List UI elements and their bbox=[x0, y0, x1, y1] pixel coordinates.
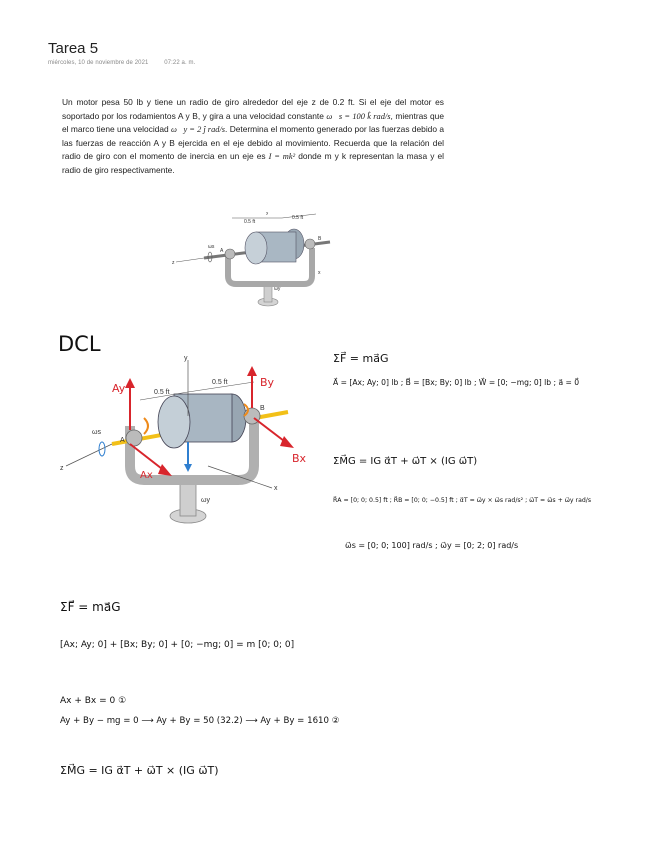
problem-statement bbox=[62, 96, 444, 178]
force-by-head-icon bbox=[247, 366, 257, 376]
fbd-axis-x-label: x bbox=[274, 485, 278, 492]
problem-text-1: Un motor pesa 50 lb y tiene un radio de giro alrededor del eje z de 0.2 ft. Si el eje del motor es soportado por los rodamientos A y B, y gira a una velocidad constante bbox=[62, 97, 444, 121]
fbd-label-b: B bbox=[260, 405, 265, 412]
fbd-base-post bbox=[180, 482, 196, 516]
fbd-axis-y-label: y bbox=[184, 356, 188, 362]
motor-front bbox=[245, 232, 267, 264]
weight-arrow-head-icon bbox=[184, 464, 192, 472]
page-title: Tarea 5 bbox=[48, 40, 99, 57]
note-force-equation: [Ax; Ay; 0] + [Bx; By; 0] + [0; −mg; 0] = m [0; 0; 0] bbox=[60, 640, 295, 650]
ws-expression: ω⃗s = 100 k̂ rad/s bbox=[326, 111, 391, 121]
fbd-dim-left-label: 0.5 ft bbox=[154, 389, 170, 396]
problem-text-3: . Determina el momento generado por las fuerzas debido a las fuerzas de reacción A y B ejercida en el eje debido al movimiento. Recuerda que la relación del radio de giro con el momento de inercia en un eje es bbox=[62, 124, 445, 162]
fbd-label-a: A bbox=[120, 437, 125, 444]
note-angular-velocities: ω⃗s = [0; 0; 100] rad/s ; ω⃗y = [0; 2; 0] rad/s bbox=[345, 541, 519, 550]
force-bx-label: Bx bbox=[292, 452, 307, 465]
note-eq-1: Ax + Bx = 0 ① bbox=[60, 696, 127, 706]
motor-figure-small bbox=[170, 212, 350, 312]
page-timestamp bbox=[48, 60, 195, 66]
axis-z-label: z bbox=[172, 260, 175, 266]
bearing-a bbox=[225, 249, 235, 259]
axis-x-label: x bbox=[318, 270, 321, 276]
note-force-vectors: A⃗ = [Ax; Ay; 0] lb ; B⃗ = [Bx; By; 0] lb ; W⃗ = [0; −mg; 0] lb ; a⃗ = 0⃗ bbox=[333, 378, 580, 387]
force-ax-head-icon bbox=[158, 464, 172, 476]
axis-y-label: y bbox=[266, 212, 269, 216]
force-bx-head-icon bbox=[280, 436, 294, 448]
fbd-figure bbox=[58, 356, 310, 532]
fbd-axis-z-label: z bbox=[60, 465, 64, 472]
force-ay-label: Ay bbox=[112, 382, 126, 395]
note-eq-2: Ay + By − mg = 0 ⟶ Ay + By = 50 (32.2) ⟶ Ay + By = 1610 ② bbox=[60, 716, 340, 726]
fbd-label-wy: ωy bbox=[201, 497, 210, 504]
note-sum-forces-2: ΣF⃗ = ma⃗G bbox=[60, 600, 121, 614]
fbd-bearing-a bbox=[126, 430, 142, 446]
arc-a-icon bbox=[144, 418, 148, 434]
note-sum-moments-2: ΣM⃗G = IG α⃗T + ω⃗T × (IG ω⃗T) bbox=[60, 764, 219, 777]
axis-z-line bbox=[176, 258, 204, 262]
dcl-label: DCL bbox=[58, 332, 101, 356]
force-by-label: By bbox=[260, 376, 275, 389]
problem-text-2: , mientras que el marco tiene una velocidad bbox=[62, 110, 444, 135]
note-sum-forces: ΣF⃗ = ma⃗G bbox=[333, 352, 389, 365]
force-ax-label: Ax bbox=[140, 470, 153, 481]
problem-text-4: donde m y k representan la masa y el radio de giro respectivamente. bbox=[62, 151, 445, 175]
note-position-vectors: R⃗A = [0; 0; 0.5] ft ; R⃗B = [0; 0; −0.5] ft ; α⃗T = ω⃗y × ω⃗s rad/s² ; ω⃗T = ω⃗s + ω⃗y rad/s bbox=[333, 497, 592, 504]
dim-right-label: 0.5 ft bbox=[292, 215, 304, 221]
page-date: miércoles, 10 de noviembre de 2021 bbox=[48, 60, 149, 66]
fbd-motor-front bbox=[158, 396, 190, 448]
dim-left-label: 0.5 ft bbox=[244, 219, 256, 225]
wy-expression: ω⃗y = 2 ĵ rad/s bbox=[171, 125, 226, 135]
bearing-b bbox=[305, 239, 315, 249]
label-wy: ωy bbox=[274, 286, 281, 292]
note-sum-moments: ΣM⃗G = IG α⃗T + ω⃗T × (IG ω⃗T) bbox=[333, 456, 478, 467]
label-a: A bbox=[220, 248, 224, 254]
force-ay-head-icon bbox=[125, 378, 135, 388]
fbd-label-ws: ωs bbox=[92, 429, 101, 436]
label-ws: ωs bbox=[208, 244, 215, 250]
label-b: B bbox=[318, 236, 322, 242]
inertia-expression: I = mk² bbox=[268, 152, 296, 162]
page-time: 07:22 a. m. bbox=[164, 60, 196, 66]
fbd-dim-right-label: 0.5 ft bbox=[212, 379, 228, 386]
